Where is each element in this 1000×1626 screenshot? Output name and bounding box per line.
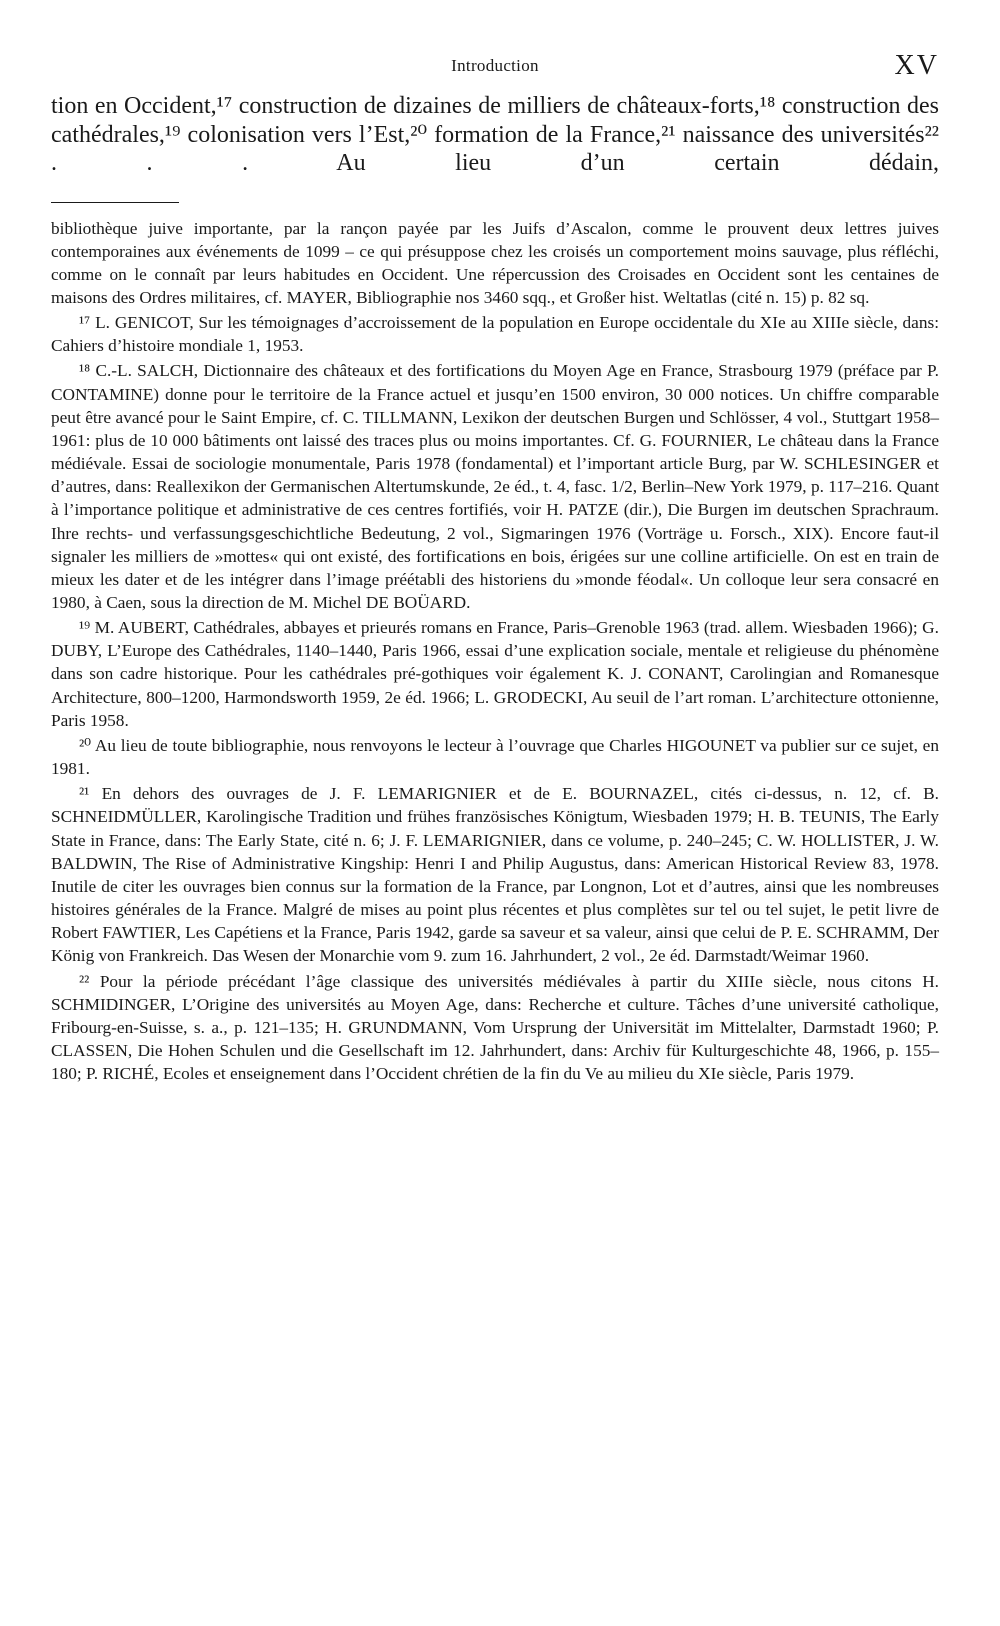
footnote-separator xyxy=(51,202,179,203)
footnote-18: ¹⁸ C.-L. SALCH, Dictionnaire des châteaux et des fortifications du Moyen Age en France, Strasbourg 1979 (préface par P. CONTAMINE) donne pour le territoire de la France actuel et jusqu’en 1500 environ, 30 000 notices. Un chiffre comparable peut être avancé pour le Saint Empire, cf. C. TILLMANN, Lexikon der deutschen Burgen und Schlösser, 4 vol., Stuttgart 1958–1961: plus de 10 000 bâtiments ont laissé des traces plus ou moins importantes. Cf. G. FOURNIER, Le château dans la France médiévale. Essai de sociologie monumentale, Paris 1978 (fondamental) et l’important article Burg, par W. SCHLESINGER et d’autres, dans: Reallexikon der Germanischen Altertumskunde, 2e éd., t. 4, fasc. 1/2, Berlin–New York 1979, p. 117–216. Quant à l’importance politique et administrative de ces centres fortifiés, voir H. PATZE (dir.), Die Burgen im deutschen Sprachraum. Ihre rechts- und verfassungsgeschichtliche Bedeutung, 2 vol., Sigmaringen 1976 (Vorträge u. Forsch., XIX). Encore faut-il signaler les milliers de »mottes« qui ont existé, des fortifications en bois, érigées sur une colline artificielle. On est en train de mieux les dater et de les intégrer dans l’image préétabli des historiens du »monde féodal«. Un colloque leur sera consacré en 1980, à Caen, sous la direction de M. Michel DE BOÜARD. xyxy=(51,361,939,612)
footnote-continuation: bibliothèque juive importante, par la rançon payée par les Juifs d’Ascalon, comme le prouvent deux lettres juives contemporaines aux événements de 1099 – ce qui présuppose chez les croisés un comportement moins sauvage, plus réfléchi, comme on le connaît par leurs habitudes en Occident. Une répercussion des Croisades en Occident sont les centaines de maisons des Ordres militaires, cf. MAYER, Bibliographie nos 3460 sqq., et Großer hist. Weltatlas (cité n. 15) p. 82 sq. xyxy=(51,218,939,307)
running-title: Introduction xyxy=(451,56,539,75)
page-header xyxy=(51,0,939,92)
page-number: XV xyxy=(894,50,939,81)
book-page xyxy=(51,0,939,1085)
footnote-17: ¹⁷ L. GENICOT, Sur les témoignages d’accroissement de la population en Europe occidentale du XIe au XIIIe siècle, dans: Cahiers d’histoire mondiale 1, 1953. xyxy=(51,313,939,356)
footnote-22: ²² Pour la période précédant l’âge classique des universités médiévales à partir du XIIIe siècle, nous citons H. SCHMIDINGER, L’Origine des universités au Moyen Age, dans: Recherche et culture. Tâches d’une université catholique, Fribourg-en-Suisse, s. a., p. 121–135; H. GRUNDMANN, Vom Ursprung der Universität im Mittelalter, Darmstadt 1960; P. CLASSEN, Die Hohen Schulen und die Gesellschaft im 12. Jahrhundert, dans: Archiv für Kulturgeschichte 48, 1966, p. 155–180; P. RICHÉ, Ecoles et enseignement dans l’Occident chrétien de la fin du Ve au milieu du XIe siècle, Paris 1979. xyxy=(51,971,939,1084)
footnote-21: ²¹ En dehors des ouvrages de J. F. LEMARIGNIER et de E. BOURNAZEL, cités ci-dessus, n. 12, cf. B. SCHNEIDMÜLLER, Karolingische Tradition und frühes französisches Königtum, Wiesbaden 1979; H. B. TEUNIS, The Early State in France, dans: The Early State, cité n. 6; J. F. LEMARIGNIER, dans ce volume, p. 240–245; C. W. HOLLISTER, J. W. BALDWIN, The Rise of Administrative Kingship: Henri I and Philip Augustus, dans: American Historical Review 83, 1978. Inutile de citer les ouvrages bien connus sur la formation de la France, par Longnon, Lot et d’autres, ainsi que les nombreuses histoires générales de la France. Malgré de mises au point plus récentes et plus complètes sur tel ou tel sujet, le petit livre de Robert FAWTIER, Les Capétiens et la France, Paris 1942, garde sa saveur et sa valeur, ainsi que celui de P. E. SCHRAMM, Der König von Frankreich. Das Wesen der Monarchie vom 9. zum 16. Jahrhundert, 2 vol., 2e éd. Darmstadt/Weimar 1960. xyxy=(51,784,939,966)
footnotes xyxy=(51,217,939,1086)
footnote-20: ²⁰ Au lieu de toute bibliographie, nous renvoyons le lecteur à l’ouvrage que Charles HIGOUNET va publier sur ce sujet, en 1981. xyxy=(51,735,939,779)
main-text: tion en Occident,¹⁷ construction de dizaines de milliers de châteaux-forts,¹⁸ construction des cathédrales,¹⁹ colonisation vers l’Est,²⁰ formation de la France,²¹ naissance des universités²² . . . Au lieu d’un certain dédain, xyxy=(51,93,939,176)
footnote-19: ¹⁹ M. AUBERT, Cathédrales, abbayes et prieurés romans en France, Paris–Grenoble 1963 (trad. allem. Wiesbaden 1966); G. DUBY, L’Europe des Cathédrales, 1140–1440, Paris 1966, essai d’une explication sociale, mentale et religieuse du phénomène dans son cadre historique. Pour les cathédrales pré-gothiques voir également K. J. CONANT, Carolingian and Romanesque Architecture, 800–1200, Harmondsworth 1959, 2e éd. 1966; L. GRODECKI, Au seuil de l’art roman. L’architecture ottonienne, Paris 1958. xyxy=(51,618,939,730)
